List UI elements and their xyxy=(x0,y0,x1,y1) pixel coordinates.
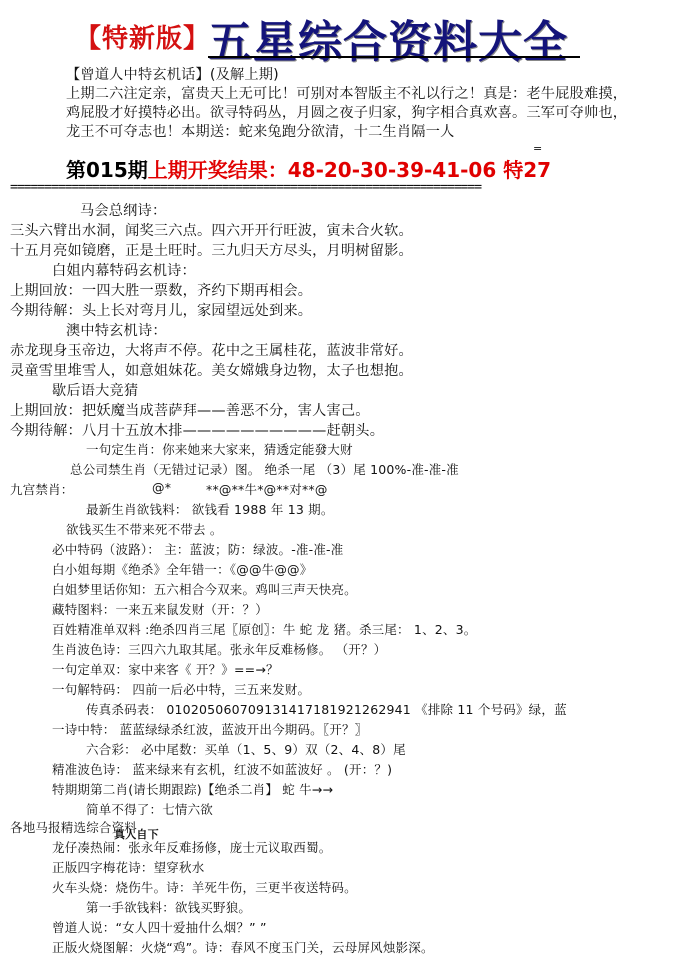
first-hand-money: 第一手欲钱料：欲钱买野狼。 xyxy=(86,900,252,915)
intro-line-2: 鸡屁股才好摸特必出。欲寻特码丛，月圆之夜子归家，狗字相合真欢喜。三军可夺帅也， xyxy=(66,105,628,121)
intro-heading: 【曾道人中特玄机话】(及解上期) xyxy=(66,67,279,83)
plum-poem: 正版四字梅花诗：望穿秋水 xyxy=(52,860,205,875)
separator-line: ===================================================================== xyxy=(10,180,482,195)
lottery-tails: 六合彩： 必中尾数：买单（1、5、9）双（2、4、8）尾 xyxy=(86,742,406,757)
zeng-says: 曾道人说：“女人四十爱抽什么烟？” ” xyxy=(52,920,267,935)
handwritten-note: 真人自下 xyxy=(114,828,159,841)
baijie-heading: 白姐内幕特码玄机诗： xyxy=(52,263,196,279)
macau-heading: 澳中特玄机诗： xyxy=(66,323,167,339)
nine-palace-b: **@**牛*@**对**@ xyxy=(206,482,328,497)
macau-line-1: 赤龙现身玉帝边，大将声不停。花中之王属桂花，蓝波非常好。 xyxy=(10,343,413,359)
simple-line: 简单不得了：七情六欲 xyxy=(86,802,214,817)
page-title: 五星综合资料大全 xyxy=(208,17,568,68)
riddle-pending: 今期待解：八月十五放木排——————————赶朝头。 xyxy=(10,423,385,439)
wave-code: 必中特码（波路）： 主：蓝波；防：绿波。-准-准-准 xyxy=(52,542,344,557)
title-underline xyxy=(208,56,580,58)
draw-result xyxy=(66,154,551,183)
fax-kill-table: 传真杀码表： 010205060709131417181921262941 《排除 11 个号码》绿，蓝 xyxy=(86,702,567,717)
intro-line-3: 龙王不可夺志也！本期送：蛇来兔跑分欲清，十二生肖隔一人 xyxy=(66,124,455,140)
riddle-review: 上期回放：把妖魔当成菩萨拜——善恶不分，害人害己。 xyxy=(10,403,370,419)
train-head: 火车头烧：烧伤牛。诗：羊死牛伤，三更半夜送特码。 xyxy=(52,880,357,895)
horse-poem-line-2: 十五月亮如镜磨，正是土旺时。三九归天方尽头，月明树留影。 xyxy=(10,243,413,259)
riddle-heading: 歇后语大竞猜 xyxy=(52,383,139,399)
odd-even-sentence: 一句定单双：家中来客《 开？》==→？ xyxy=(52,662,279,677)
baijie-pending: 今期待解：头上长对弯月儿，家园望远处到来。 xyxy=(10,303,313,319)
period-number: 第015期 xyxy=(66,158,148,182)
nine-palace-a: @* xyxy=(152,480,172,495)
special-number: 特27 xyxy=(503,158,552,182)
odd-even-kill: 百姓精准单双料 :绝杀四肖三尾〖原创〗：牛 蛇 龙 猪。杀三尾： 1、2、3。 xyxy=(52,622,477,637)
result-mark: = xyxy=(533,142,543,155)
edition-badge: 【特新版】 xyxy=(75,24,211,54)
nine-palace-label: 九宫禁肖： xyxy=(10,482,74,497)
dragon-line: 龙仔凑热闹：张永年反难扬修，庞士元议取西蜀。 xyxy=(52,840,332,855)
horse-poem-line-1: 三头六臂出水洞，闻奖三六点。四六开开行旺波，寅未合火软。 xyxy=(10,223,413,239)
newest-zodiac: 最新生肖欲钱料： 欲钱看 1988 年 13 期。 xyxy=(86,502,334,517)
poem-code: 一诗中特： 蓝蓝绿绿杀红波，蓝波开出今期码。〖开？〗 xyxy=(52,722,368,737)
baijie-review: 上期回放：一四大胜一票数，齐约下期再相会。 xyxy=(10,283,313,299)
macau-line-2: 灵童雪里堆雪人，如意姐妹花。美女嫦娥身边物，太子也想抱。 xyxy=(10,363,413,379)
horse-papers-heading: 各地马报精选综合资料 xyxy=(10,820,138,835)
code-sentence: 一句解特码： 四前一后必中特，三五来发财。 xyxy=(52,682,311,697)
intro-line-1: 上期二六注定亲，富贵天上无可比！可别对本智版主不礼以行之！真是：老牛屁股难摸， xyxy=(66,86,628,102)
forbidden-zodiac: 总公司禁生肖（无错过记录）图。 绝杀一尾 （3）尾 100%-准-准-准 xyxy=(70,462,459,477)
horse-poem-heading: 马会总纲诗： xyxy=(80,203,167,219)
zodiac-sentence: 一句定生肖：你来她来大家来，猜透定能發大财 xyxy=(86,442,353,457)
money-zodiac: 欲钱买生不带来死不带去 。 xyxy=(66,522,223,537)
second-zodiac: 特期期第二肖(请长期跟踪)【绝杀二肖】 蛇 牛→→ xyxy=(52,782,334,797)
bai-dream: 白姐梦里话你知：五六相合今双来。鸡叫三声天快亮。 xyxy=(52,582,357,597)
zodiac-wave-poem: 生肖波色诗：三四六九取其尾。张永年反难杨修。 （开？） xyxy=(52,642,387,657)
hidden-code: 藏特图料：一来五来鼠发财（开：？） xyxy=(52,602,268,617)
result-numbers: 上期开奖结果：48-20-30-39-41-06 xyxy=(147,158,497,182)
wave-color-poem: 精准波色诗： 蓝来绿来有玄机，红波不如蓝波好 。 (开：？) xyxy=(52,762,393,777)
bai-kill: 白小姐每期《绝杀》全年错一：《@@牛@@》 xyxy=(52,562,313,577)
fire-chart: 正版火烧图解：火烧“鸡”。诗：春风不度玉门关，云母屏风烛影深。 xyxy=(52,940,434,955)
